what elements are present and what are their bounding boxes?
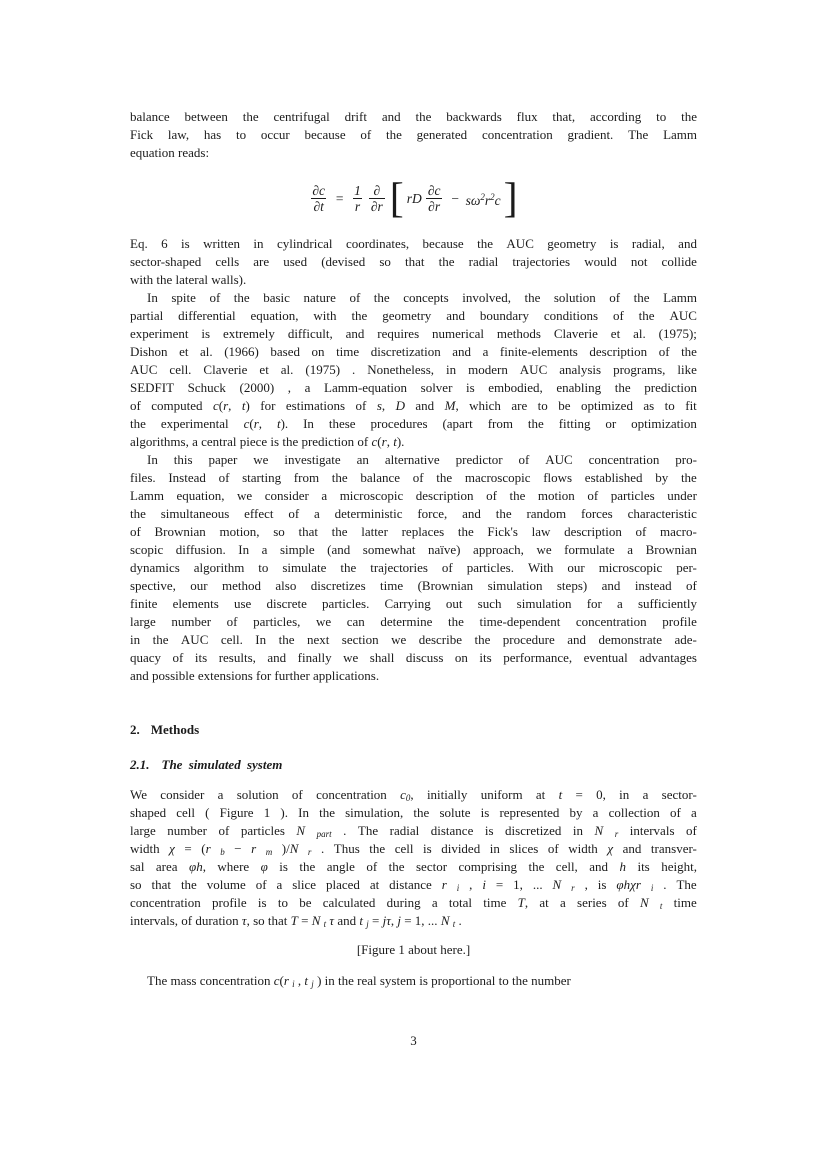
equals-sign: = <box>334 190 345 206</box>
text-line: We consider a solution of concentration $c_0$, initially uniform at t = 0, in a sector- <box>130 787 697 803</box>
fraction: $\frac{1}{r}$ <box>354 183 361 214</box>
text-line: with the lateral walls). <box>130 272 247 287</box>
text-line: spective, our method also discretizes time (Brownian simulation steps) and instead of <box>130 578 697 593</box>
text-line: Dishon et al. (1966) based on time discretization and a finite-elements description of the <box>130 344 697 359</box>
text-line: sector-shaped cells are used (devised so that the radial trajectories would not collide <box>130 254 697 269</box>
text-line: large number of particles, we can determine the time-dependent concentration profile <box>130 614 697 629</box>
text-column <box>130 108 697 990</box>
text-line: of computed c(r, t) for estimations of s, D and M, which are to be optimized as to fit <box>130 398 697 413</box>
text-line: scopic diffusion. In a simple (and somewhat naïve) approach, we formulate a Brownian <box>130 542 697 557</box>
text-line: the experimental c(r, t). In these procedures (apart from the fitting or optimization <box>130 416 697 431</box>
fraction: $\frac{\partial}{\partial r}$ <box>370 183 383 214</box>
text-line: dynamics algorithm to simulate the trajectories of particles. With our microscopic per- <box>130 560 697 575</box>
text-line: so that the volume of a slice placed at distance r $_i$ , i = 1, ... N $_r$ , is φhχr $_i$ . The <box>130 877 697 893</box>
text-line: large number of particles N $_{part}$ . The radial distance is discretized in N $_r$ intervals of <box>130 823 697 839</box>
section-heading <box>130 721 697 739</box>
text-line: the simultaneous effect of a deterministic force, and the random forces characteristic <box>130 506 697 521</box>
right-bracket: ] <box>503 175 518 222</box>
display-equation <box>130 175 697 222</box>
equation-term: $s\omega^2r^2c$ <box>465 191 501 208</box>
heading-text: Methods <box>150 722 200 737</box>
left-bracket: [ <box>389 175 404 222</box>
figure-placeholder: [Figure 1 about here.] <box>356 942 471 957</box>
text-line: equation reads: <box>130 145 210 160</box>
equation-term: rD <box>406 190 422 206</box>
heading-text: The simulated system <box>161 757 283 772</box>
text-line: shaped cell ( Figure 1 ). In the simulation, the solute is represented by a collection of a <box>130 805 697 820</box>
fraction: $\frac{\partial c}{\partial t}$ <box>312 183 325 214</box>
text-line: files. Instead of starting from the balance of the macroscopic flows established by the <box>130 470 697 485</box>
text-line: width χ = (r $_b$ − r $_m$ )/N $_r$ . Thus the cell is divided in slices of width χ and transver- <box>130 841 697 857</box>
paragraph <box>130 235 697 289</box>
text-line: finite elements use discrete particles. Carrying out such simulation for a sufficiently <box>130 596 697 611</box>
text-line: intervals, of duration τ, so that T = N $_t$ τ and t $_j$ = jτ, j = 1, ... N $_t$ . <box>130 913 462 929</box>
text-line: algorithms, a central piece is the prediction of c(r, t). <box>130 434 405 449</box>
minus-sign: − <box>450 190 460 206</box>
text-line: concentration profile is to be calculated during a total time T, at a series of N $_t$ time <box>130 895 697 911</box>
text-line: Eq. 6 is written in cylindrical coordinates, because the AUC geometry is radial, and <box>130 236 697 251</box>
paragraph <box>130 972 697 990</box>
paragraph <box>130 289 697 451</box>
subsection-heading <box>130 756 697 774</box>
text-line: sal area φh, where φ is the angle of the sector comprising the cell, and h its height, <box>130 859 697 874</box>
paragraph <box>130 108 697 162</box>
paragraph <box>130 451 697 685</box>
text-line: and possible extensions for further applications. <box>130 668 380 683</box>
text-line: Fick law, has to occur because of the generated concentration gradient. The Lamm <box>130 127 697 142</box>
heading-number: 2. <box>130 722 140 737</box>
text-line: In this paper we investigate an alternative predictor of AUC concentration pro- <box>147 452 697 467</box>
page-number: 3 <box>410 1033 417 1048</box>
text-line: of Brownian motion, so that the latter replaces the Fick's law description of macro- <box>130 524 697 539</box>
text-line: balance between the centrifugal drift and the backwards flux that, according to the <box>130 109 697 124</box>
text-line: SEDFIT Schuck (2000) , a Lamm-equation solver is embodied, enabling the prediction <box>130 380 697 395</box>
text-line: partial differential equation, with the geometry and boundary conditions of the AUC <box>130 308 697 323</box>
text-line: The mass concentration c(r $_i$ , t $_j$ ) in the real system is proportional to the number <box>147 973 571 989</box>
text-line: in the AUC cell. In the next section we describe the procedure and demonstrate ade- <box>130 632 697 647</box>
heading-number: 2.1. <box>130 757 150 772</box>
text-line: AUC cell. Claverie et al. (1975) . Nonetheless, in modern AUC analysis programs, like <box>130 362 697 377</box>
text-line: Lamm equation, we consider a microscopic description of the motion of particles under <box>130 488 697 503</box>
text-line: experiment is extremely difficult, and requires numerical methods Claverie et al. (1975); <box>130 326 697 341</box>
text-line: quacy of its results, and finally we shall discuss on its performance, eventual advantages <box>130 650 697 665</box>
text-line: In spite of the basic nature of the concepts involved, the solution of the Lamm <box>147 290 697 305</box>
fraction: $\frac{\partial c}{\partial r}$ <box>427 183 441 214</box>
paragraph <box>130 786 697 930</box>
